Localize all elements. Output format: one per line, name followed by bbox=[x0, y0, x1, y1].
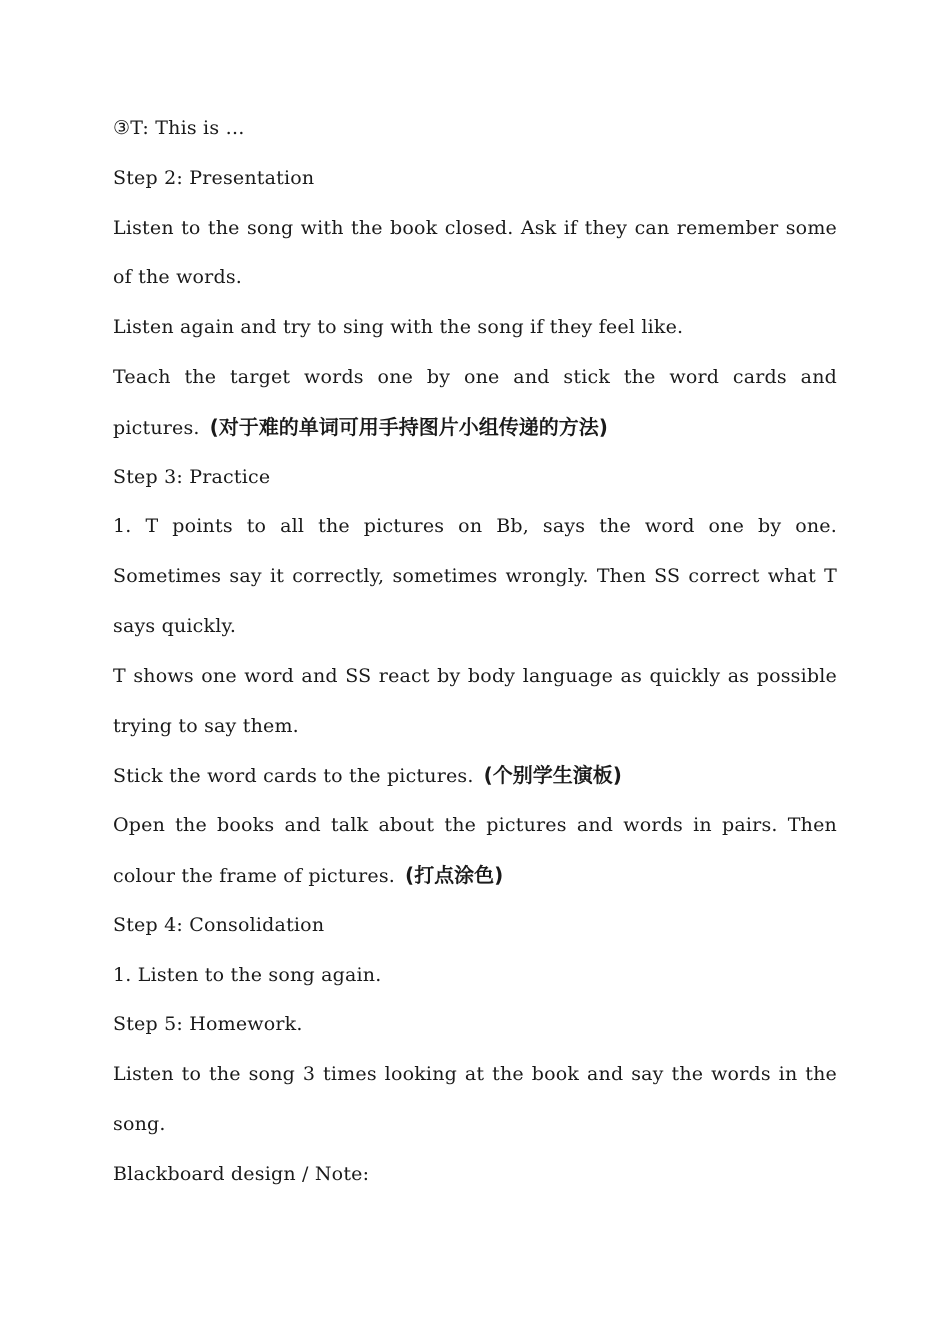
blackboard-design-heading: Blackboard design / Note: bbox=[113, 1162, 370, 1185]
chinese-note: (对于难的单词可用手持图片小组传递的方法) bbox=[209, 414, 608, 439]
text-line: Teach the target words one by one and stick the word cards and bbox=[113, 365, 837, 388]
text-line: song. bbox=[113, 1112, 166, 1135]
text-line: 1. T points to all the pictures on Bb, says the word one by one. bbox=[113, 515, 837, 538]
text-line: ③T: This is … bbox=[113, 117, 245, 139]
text-line: Listen again and try to sing with the song if they feel like. bbox=[113, 316, 684, 339]
text-line: pictures. (对于难的单词可用手持图片小组传递的方法) bbox=[113, 414, 608, 439]
section-heading-step-4: Step 4: Consolidation bbox=[113, 913, 325, 936]
section-heading-step-5: Step 5: Homework. bbox=[113, 1013, 303, 1036]
section-heading-step-2: Step 2: Presentation bbox=[113, 166, 315, 189]
text-line: T shows one word and SS react by body language as quickly as possible bbox=[113, 664, 837, 687]
text-line: says quickly. bbox=[113, 614, 237, 637]
text-line: Stick the word cards to the pictures. (个别学生演板) bbox=[113, 763, 622, 788]
text-line: colour the frame of pictures. (打点涂色) bbox=[113, 862, 504, 887]
text-line: of the words. bbox=[113, 266, 243, 289]
text-line: 1. Listen to the song again. bbox=[113, 963, 382, 986]
document-page bbox=[113, 104, 837, 1200]
text-line: Listen to the song 3 times looking at the book and say the words in the bbox=[113, 1063, 837, 1086]
text-line: Sometimes say it correctly, sometimes wrongly. Then SS correct what T bbox=[113, 565, 837, 588]
section-heading-step-3: Step 3: Practice bbox=[113, 465, 271, 488]
text-line: Listen to the song with the book closed. Ask if they can remember some bbox=[113, 216, 837, 239]
text-line: Open the books and talk about the pictures and words in pairs. Then bbox=[113, 814, 837, 837]
text-line: trying to say them. bbox=[113, 714, 299, 737]
chinese-note: (打点涂色) bbox=[405, 862, 504, 887]
chinese-note: (个别学生演板) bbox=[483, 763, 622, 788]
